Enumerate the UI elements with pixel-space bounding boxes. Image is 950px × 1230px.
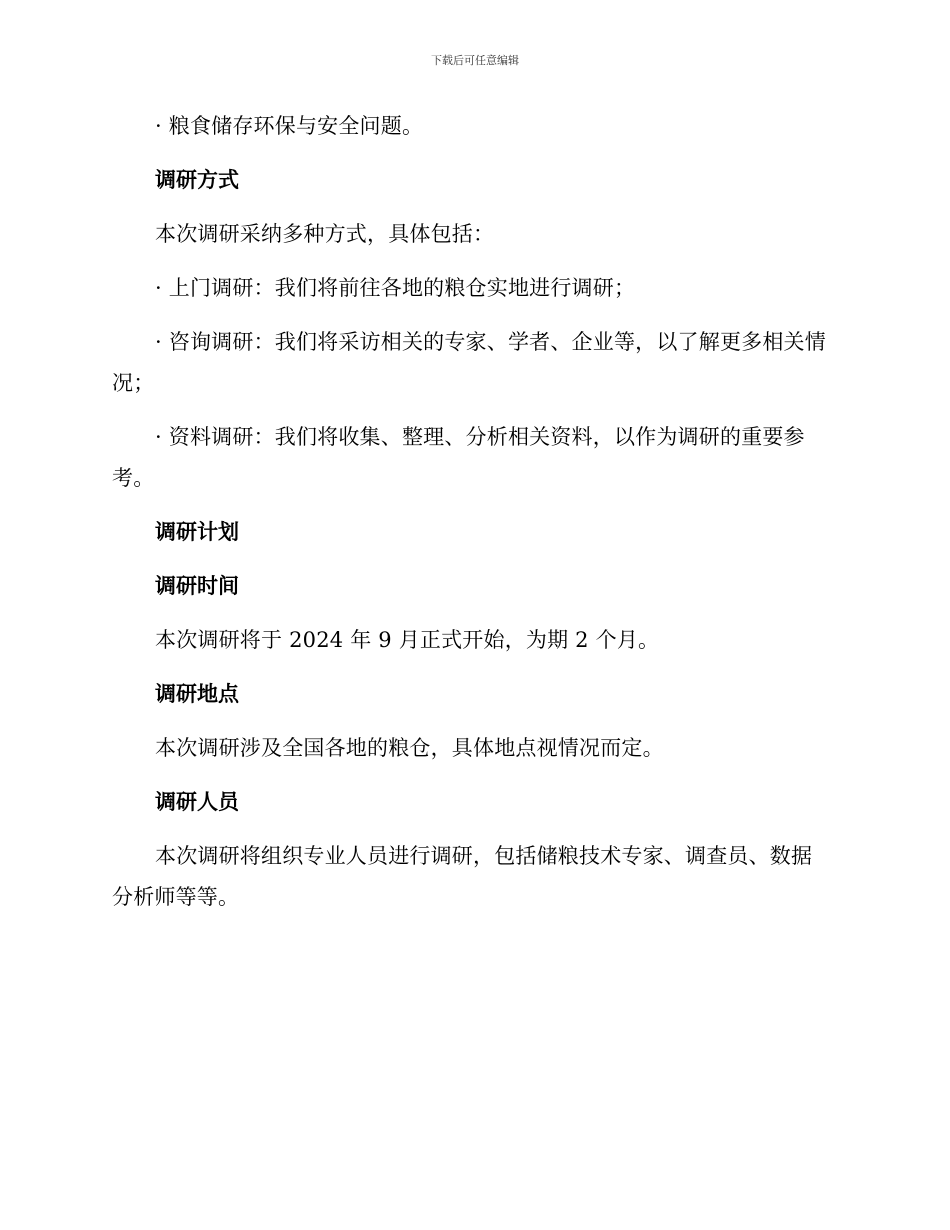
method-intro: 本次调研采纳多种方式，具体包括： [155, 222, 495, 246]
research-staff-text: 本次调研将组织专业人员进行调研，包括储粮技术专家、调查员、数据分析师等等。 [112, 844, 813, 909]
research-location-text: 本次调研涉及全国各地的粮仓，具体地点视情况而定。 [155, 736, 664, 760]
heading-research-staff: 调研人员 [155, 790, 239, 814]
heading-research-method: 调研方式 [155, 168, 239, 192]
document-body [112, 106, 832, 931]
research-time-text: 本次调研将于 2024 年 9 月正式开始，为期 2 个月。 [155, 628, 660, 652]
page-header-note: 下载后可任意编辑 [431, 54, 519, 67]
bullet-consult-research: · 咨询调研：我们将采访相关的专家、学者、企业等，以了解更多相关情况； [112, 330, 826, 395]
bullet-onsite-research: · 上门调研：我们将前往各地的粮仓实地进行调研； [155, 276, 636, 300]
heading-research-plan: 调研计划 [155, 520, 239, 544]
heading-research-location: 调研地点 [155, 682, 239, 706]
bullet-storage-safety: · 粮食储存环保与安全问题。 [155, 114, 424, 138]
bullet-material-research: · 资料调研：我们将收集、整理、分析相关资料，以作为调研的重要参考。 [112, 425, 805, 490]
heading-research-time: 调研时间 [155, 574, 239, 598]
